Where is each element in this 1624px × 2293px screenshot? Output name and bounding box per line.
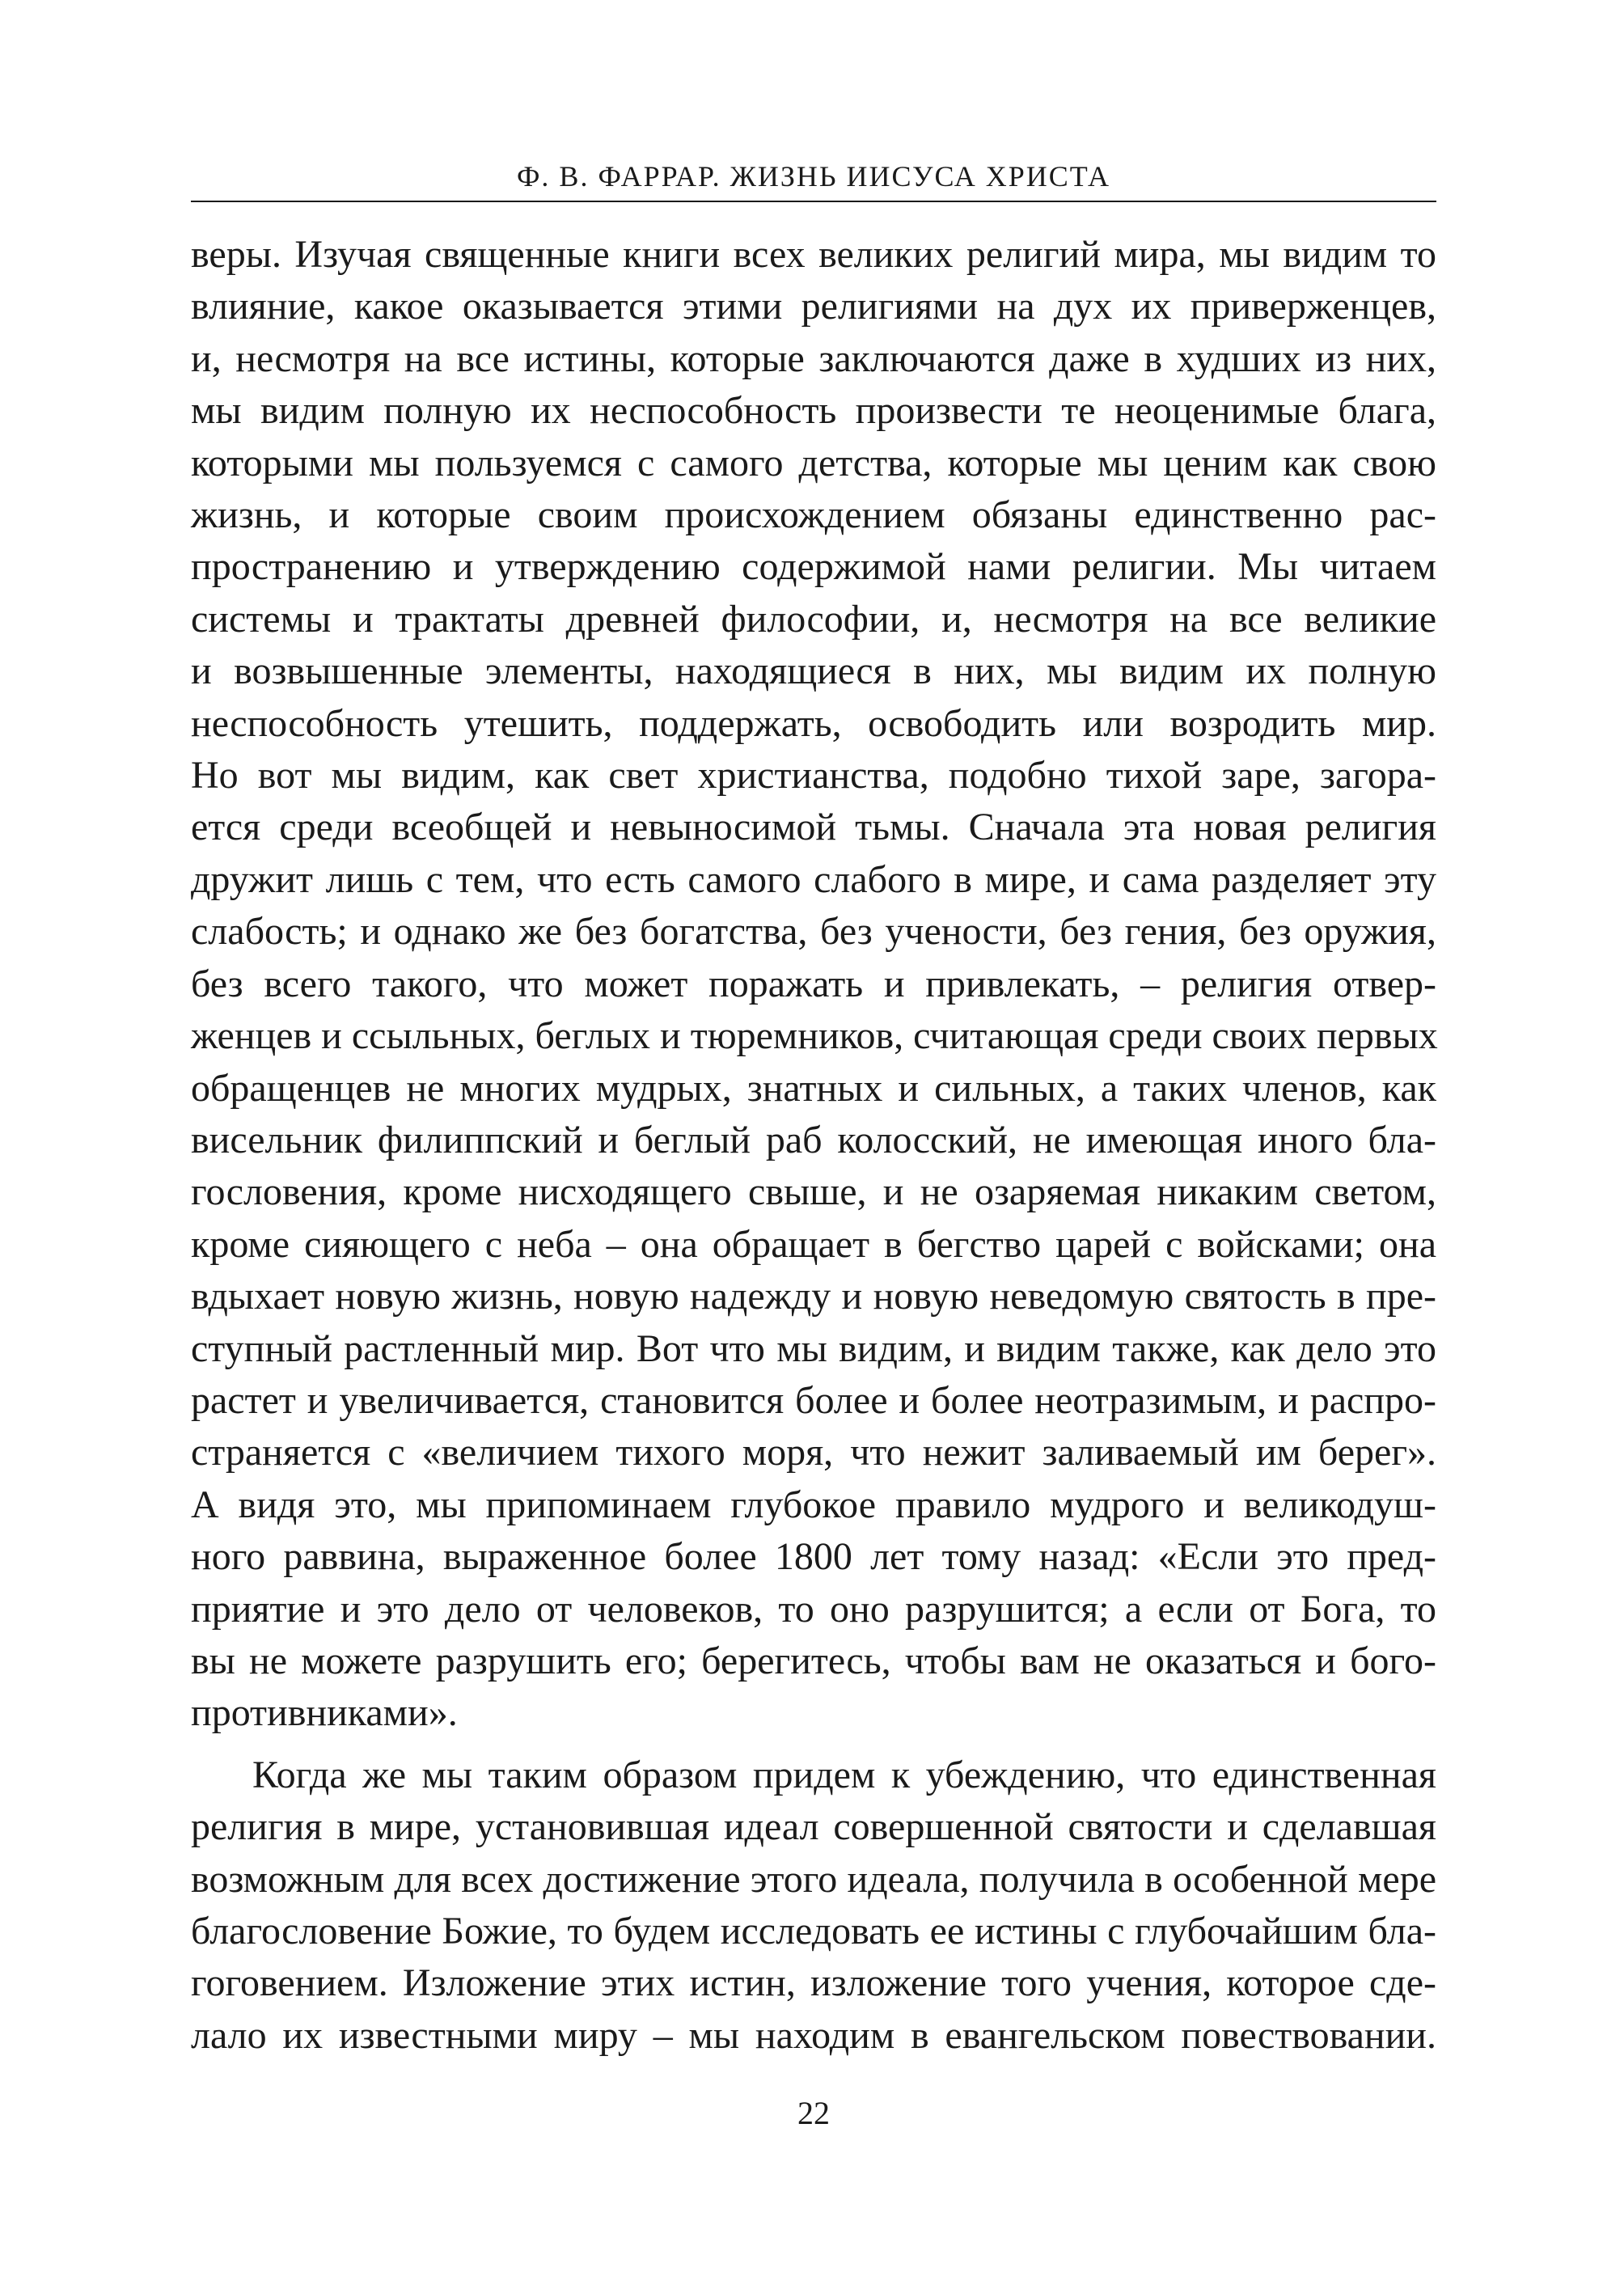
text-line: и, несмотря на все истины, которые заключаются даже в худших из них, <box>191 336 1436 380</box>
text-line: ного раввина, выраженное более 1800 лет тому назад: «Если это пред- <box>191 1535 1436 1579</box>
text-line: жизнь, и которые своим происхождением обязаны единственно рас- <box>191 493 1436 537</box>
text-line: неспособность утешить, поддержать, освободить или возродить мир. <box>191 701 1436 745</box>
paragraph-first-line: Когда же мы таким образом придем к убеждению, что единственная <box>252 1753 1436 1796</box>
text-line: обращенцев не многих мудрых, знатных и сильных, а таких членов, как <box>191 1066 1436 1110</box>
text-line: благословение Божие, то будем исследовать ее истины с глубочайшим бла- <box>191 1910 1436 1952</box>
text-line: веры. Изучая священные книги всех великих религий мира, мы видим то <box>191 233 1436 276</box>
text-line: противниками». <box>191 1691 458 1735</box>
text-line: влияние, какое оказывается этими религиями на дух их приверженцев, <box>191 285 1436 328</box>
text-line: религия в мире, установившая идеал совершенной святости и сделавшая <box>191 1805 1436 1849</box>
text-line: вы не можете разрушить его; берегитесь, чтобы вам не оказаться и бого- <box>191 1639 1436 1682</box>
text-line: вдыхает новую жизнь, новую надежду и новую неведомую святость в пре- <box>191 1275 1436 1318</box>
text-line: возможным для всех достижение этого идеала, получила в особенной мере <box>191 1857 1436 1901</box>
text-line: которыми мы пользуемся с самого детства, которые мы ценим как свою <box>191 441 1436 484</box>
text-line: гословения, кроме нисходящего свыше, и не озаряемая никаким светом, <box>191 1170 1436 1214</box>
text-line: А видя это, мы припоминаем глубокое правило мудрого и великодуш- <box>191 1483 1436 1526</box>
text-line: системы и трактаты древней философии, и, несмотря на все великие <box>191 597 1436 641</box>
text-line: дружит лишь с тем, что есть самого слабого в мире, и сама разделяет эту <box>191 857 1436 901</box>
page-number: 22 <box>797 2095 830 2131</box>
body-text <box>191 229 1436 2062</box>
running-header: Ф. В. ФАРРАР. ЖИЗНЬ ИИСУСА ХРИСТА <box>516 160 1110 192</box>
text-line: страняется с «величием тихого моря, что нежит заливаемый им берег». <box>191 1431 1436 1474</box>
text-line: гоговением. Изложение этих истин, изложение того учения, которое сде- <box>191 1961 1436 2005</box>
text-line: приятие и это дело от человеков, то оно разрушится; а если от Бога, то <box>191 1587 1436 1631</box>
header-rule <box>191 201 1436 202</box>
text-line: растет и увеличивается, становится более и более неотразимым, и распро- <box>191 1378 1436 1422</box>
text-line: кроме сияющего с неба – она обращает в бегство царей с войсками; она <box>191 1222 1436 1266</box>
text-line: пространению и утверждению содержимой нами религии. Мы читаем <box>191 545 1436 589</box>
text-line: без всего такого, что может поражать и привлекать, – религия отвер- <box>191 962 1436 1005</box>
text-line: женцев и ссыльных, беглых и тюремников, считающая среди своих первых <box>191 1014 1438 1058</box>
text-line: и возвышенные элементы, находящиеся в них, мы видим их полную <box>191 649 1436 693</box>
text-line: Но вот мы видим, как свет христианства, подобно тихой заре, загора- <box>191 754 1436 797</box>
text-line: мы видим полную их неспособность произвести те неоценимые блага, <box>191 389 1436 433</box>
text-line: слабость; и однако же без богатства, без учености, без гения, без оружия, <box>191 910 1436 954</box>
text-line: висельник филиппский и беглый раб колосский, не имеющая иного бла- <box>191 1118 1436 1161</box>
text-line: ется среди всеобщей и невыносимой тьмы. Сначала эта новая религия <box>191 806 1436 849</box>
text-line: лало их известными миру – мы находим в евангельском повествовании. <box>191 2013 1436 2057</box>
text-line: ступный растленный мир. Вот что мы видим, и видим также, как дело это <box>191 1326 1436 1370</box>
